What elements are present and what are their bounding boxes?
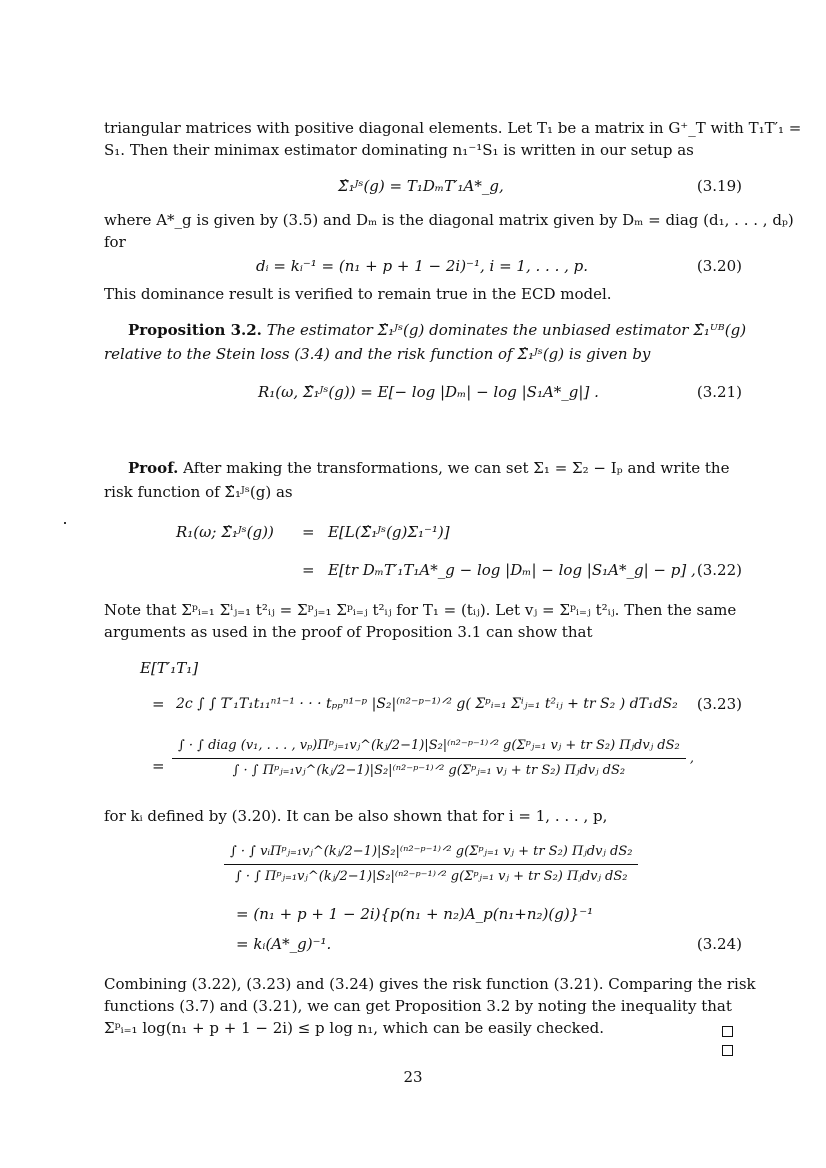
paragraph-line: for: [104, 233, 126, 251]
paragraph-line: This dominance result is verified to remain true in the ECD model.: [104, 285, 612, 303]
fraction-numerator: ∫ · ∫ diag (v₁, . . . , vₚ)Πᵖⱼ₌₁vⱼ^(kⱼ/2−1)|S₂|⁽ⁿ²⁻ᵖ⁻¹⁾ᐟ² g(Σᵖⱼ₌₁ vⱼ + tr S₂) Πⱼdvⱼ dS₂: [172, 736, 686, 759]
paragraph-line: where A*_g is given by (3.5) and Dₘ is the diagonal matrix given by Dₘ = diag (d₁, . . . , dₚ): [104, 211, 794, 229]
paragraph-line: for kᵢ defined by (3.20). It can be also shown that for i = 1, . . . , p,: [104, 807, 608, 825]
equation-number: (3.21): [696, 383, 742, 401]
paragraph-line: functions (3.7) and (3.21), we can get Proposition 3.2 by noting the inequality that: [104, 997, 732, 1015]
proof-text: After making the transformations, we can set Σ₁ = Σ₂ − Iₚ and write the: [183, 459, 730, 477]
equation-3-24-fraction: [224, 842, 638, 887]
equation-number: (3.24): [696, 935, 742, 953]
qed-mark: [720, 1022, 744, 1034]
equals-sign: =: [302, 561, 315, 579]
fraction: [224, 842, 638, 887]
fraction-denominator: ∫ · ∫ Πᵖⱼ₌₁vⱼ^(kⱼ/2−1)|S₂|⁽ⁿ²⁻ᵖ⁻¹⁾ᐟ² g(Σᵖⱼ₌₁ vⱼ + tr S₂) Πⱼdvⱼ dS₂: [232, 763, 626, 778]
equation-3-22-rhs: E[L(Σ̂₁ᴶˢ(g)Σ₁⁻¹)]: [328, 523, 450, 541]
equals-sign: =: [302, 523, 315, 541]
paragraph-line: risk function of Σ̂₁ᴶˢ(g) as: [104, 483, 293, 501]
page-number: 23: [403, 1068, 423, 1086]
proposition-line: relative to the Stein loss (3.4) and the risk function of Σ̂₁ᴶˢ(g) is given by: [104, 345, 651, 363]
equation-3-19: Σ̂₁ᴶˢ(g) = T₁DₘT′₁A*_g,: [338, 177, 504, 195]
paragraph-line: triangular matrices with positive diagonal elements. Let T₁ be a matrix in G⁺_T with T₁T′₁ =: [104, 119, 802, 137]
fraction: [172, 736, 686, 781]
fraction-denominator: ∫ · ∫ Πᵖⱼ₌₁vⱼ^(kⱼ/2−1)|S₂|⁽ⁿ²⁻ᵖ⁻¹⁾ᐟ² g(Σᵖⱼ₌₁ vⱼ + tr S₂) Πⱼdvⱼ dS₂: [234, 869, 628, 884]
equation-3-21: R₁(ω, Σ̂₁ᴶˢ(g)) = E[− log |Dₘ| − log |S₁A*_g|] .: [258, 383, 599, 401]
trailing-punctuation: ,: [689, 751, 695, 766]
equation-3-22-lhs: R₁(ω; Σ̂₁ᴶˢ(g)): [176, 523, 274, 541]
paragraph-line: Combining (3.22), (3.23) and (3.24) gives the risk function (3.21). Comparing the risk: [104, 975, 756, 993]
paragraph-line: Note that Σᵖᵢ₌₁ Σⁱⱼ₌₁ t²ᵢⱼ = Σᵖⱼ₌₁ Σᵖᵢ₌ⱼ t²ᵢⱼ for T₁ = (tᵢⱼ). Let vⱼ = Σᵖᵢ₌ⱼ t²ᵢⱼ. Then the same: [104, 601, 737, 619]
fraction-numerator: ∫ · ∫ vᵢΠᵖⱼ₌₁vⱼ^(kⱼ/2−1)|S₂|⁽ⁿ²⁻ᵖ⁻¹⁾ᐟ² g(Σᵖⱼ₌₁ vⱼ + tr S₂) Πⱼdvⱼ dS₂: [224, 842, 638, 865]
equals-sign: =: [152, 757, 165, 775]
equation-number: (3.23): [696, 695, 742, 713]
equation-number: (3.19): [696, 177, 742, 195]
equals-sign: =: [152, 695, 165, 713]
equation-3-24-line: = kᵢ(A*_g)⁻¹.: [236, 935, 332, 953]
equation-3-23-rhs: 2c ∫ ∫ T′₁T₁t₁₁ⁿ¹⁻¹ · · · tₚₚⁿ¹⁻ᵖ |S₂|⁽ⁿ²⁻ᵖ⁻¹⁾ᐟ² g( Σᵖᵢ₌₁ Σⁱⱼ₌₁ t²ᵢⱼ + tr S₂ ) dT₁dS₂: [176, 696, 678, 712]
proof-label: Proof.: [128, 459, 179, 477]
paragraph-line: arguments as used in the proof of Proposition 3.1 can show that: [104, 623, 593, 641]
margin-mark: [64, 522, 66, 524]
equation-3-20: dᵢ = kᵢ⁻¹ = (n₁ + p + 1 − 2i)⁻¹, i = 1, . . . , p.: [256, 257, 589, 275]
proposition-label: Proposition 3.2.: [128, 321, 262, 339]
equation-3-23-fraction: [172, 736, 694, 781]
paragraph-line: S₁. Then their minimax estimator dominating n₁⁻¹S₁ is written in our setup as: [104, 141, 694, 159]
equation-number: (3.22): [696, 561, 742, 579]
equation-number: (3.20): [696, 257, 742, 275]
equation-3-24-line: = (n₁ + p + 1 − 2i){p(n₁ + n₂)A_p(n₁+n₂)(g)}⁻¹: [236, 905, 594, 923]
equation-3-23-lhs: E[T′₁T₁]: [140, 659, 199, 677]
paragraph-line: Σᵖᵢ₌₁ log(n₁ + p + 1 − 2i) ≤ p log n₁, which can be easily checked.: [104, 1019, 604, 1037]
proposition-line: [128, 320, 747, 340]
equation-3-22-rhs: E[tr DₘT′₁T₁A*_g − log |Dₘ| − log |S₁A*_g| − p] ,: [328, 561, 696, 579]
proposition-text: The estimator Σ̂₁ᴶˢ(g) dominates the unbiased estimator Σ̂₁ᵁᴮ(g): [266, 321, 747, 339]
proof-line: [128, 458, 744, 478]
